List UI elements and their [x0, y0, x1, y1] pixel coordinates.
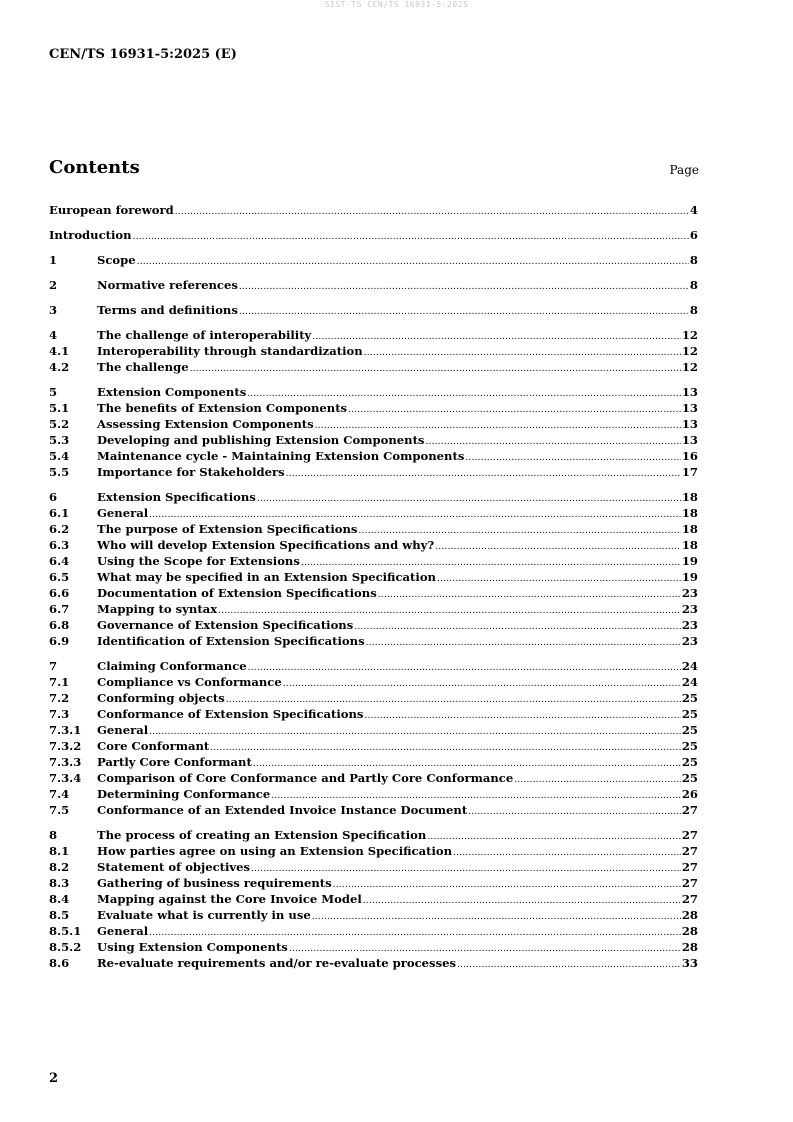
- toc-entry[interactable]: [49, 327, 698, 343]
- toc-entry-title[interactable]: Identification of Extension Specifications: [97, 634, 365, 648]
- toc-entry[interactable]: [49, 843, 698, 859]
- toc-entry[interactable]: [49, 907, 698, 923]
- toc-entry-title[interactable]: Assessing Extension Components: [97, 417, 314, 431]
- toc-entry-title[interactable]: The process of creating an Extension Specification: [97, 828, 427, 842]
- toc-entry-number: 6.8: [49, 618, 70, 632]
- toc-dot-leader: [190, 361, 681, 377]
- toc-entry[interactable]: [49, 633, 698, 649]
- toc-entry-title[interactable]: The challenge of interoperability: [97, 328, 312, 342]
- toc-dot-leader: [468, 804, 681, 820]
- toc-entry[interactable]: [49, 770, 698, 786]
- toc-entry-number: 6.1: [49, 506, 70, 520]
- toc-entry-number: 4: [49, 328, 58, 342]
- toc-entry-page: 24: [681, 675, 698, 689]
- toc-entry-number: 7.3: [49, 707, 70, 721]
- toc-entry-number: 7.3.3: [49, 755, 82, 769]
- toc-entry-title[interactable]: Compliance vs Conformance: [97, 675, 282, 689]
- toc-entry[interactable]: [49, 585, 698, 601]
- toc-entry-title[interactable]: Extension Components: [97, 385, 247, 399]
- toc-entry[interactable]: [49, 875, 698, 891]
- toc-entry-page: 8: [689, 303, 698, 317]
- toc-entry-title[interactable]: Scope: [97, 253, 136, 267]
- toc-entry-number: 7.3.4: [49, 771, 82, 785]
- toc-entry-number: 5.4: [49, 449, 70, 463]
- toc-dot-leader: [465, 450, 681, 466]
- toc-entry-page: 8: [689, 278, 698, 292]
- toc-entry-number: 7.3.2: [49, 739, 82, 753]
- table-of-contents: [49, 202, 698, 971]
- toc-entry-title[interactable]: Using the Scope for Extensions: [97, 554, 300, 568]
- toc-dot-leader: [257, 491, 681, 507]
- toc-entry-number: 7.4: [49, 787, 70, 801]
- toc-entry-page: 28: [681, 924, 698, 938]
- toc-entry[interactable]: [49, 489, 698, 505]
- watermark: SIST-TS CEN/TS 16931-5:2025: [324, 0, 469, 9]
- toc-entry[interactable]: [49, 432, 698, 448]
- toc-dot-leader: [312, 329, 681, 345]
- toc-entry[interactable]: [49, 448, 698, 464]
- toc-dot-leader: [283, 676, 681, 692]
- toc-dot-leader: [457, 957, 681, 973]
- toc-entry[interactable]: [49, 658, 698, 674]
- toc-entry-number: 6.5: [49, 570, 70, 584]
- toc-dot-leader: [364, 345, 681, 361]
- toc-entry-number: 7: [49, 659, 58, 673]
- toc-entry-number: 8.4: [49, 892, 70, 906]
- toc-dot-leader: [239, 304, 689, 320]
- toc-dot-leader: [363, 893, 681, 909]
- toc-entry-title[interactable]: Governance of Extension Specifications: [97, 618, 354, 632]
- page-column-label: Page: [669, 163, 699, 177]
- toc-entry-number: 8.5.2: [49, 940, 82, 954]
- toc-dot-leader: [378, 587, 681, 603]
- toc-entry[interactable]: [49, 722, 698, 738]
- toc-entry-page: 18: [681, 506, 698, 520]
- toc-entry-page: 24: [681, 659, 698, 673]
- toc-entry-title[interactable]: Conformance of an Extended Invoice Instance Document: [97, 803, 468, 817]
- toc-entry[interactable]: [49, 252, 698, 268]
- toc-entry-title[interactable]: European foreword: [49, 203, 174, 217]
- toc-entry[interactable]: [49, 302, 698, 318]
- toc-entry-page: 18: [681, 522, 698, 536]
- toc-entry-number: 8.2: [49, 860, 70, 874]
- toc-entry-title[interactable]: Mapping against the Core Invoice Model: [97, 892, 362, 906]
- toc-entry-number: 8.6: [49, 956, 70, 970]
- toc-entry-page: 12: [681, 360, 698, 374]
- toc-entry-title[interactable]: General: [97, 924, 149, 938]
- toc-entry[interactable]: [49, 343, 698, 359]
- toc-entry-title[interactable]: Conforming objects: [97, 691, 225, 705]
- toc-entry-number: 6.2: [49, 522, 70, 536]
- toc-entry-title[interactable]: How parties agree on using an Extension Specification: [97, 844, 453, 858]
- toc-entry[interactable]: [49, 416, 698, 432]
- toc-entry-number: 1: [49, 253, 58, 267]
- toc-dot-leader: [435, 539, 681, 555]
- toc-entry-page: 33: [681, 956, 698, 970]
- toc-entry-page: 25: [681, 723, 698, 737]
- toc-entry[interactable]: [49, 690, 698, 706]
- toc-entry-title[interactable]: Mapping to syntax: [97, 602, 218, 616]
- toc-entry-page: 27: [681, 828, 698, 842]
- toc-entry-title[interactable]: General: [97, 506, 149, 520]
- toc-entry-number: 6: [49, 490, 58, 504]
- toc-dot-leader: [210, 740, 681, 756]
- toc-entry-number: 8.5.1: [49, 924, 82, 938]
- toc-entry-number: 6.4: [49, 554, 70, 568]
- toc-dot-leader: [354, 619, 681, 635]
- toc-dot-leader: [149, 724, 681, 740]
- toc-entry[interactable]: [49, 202, 698, 218]
- toc-entry-page: 23: [681, 618, 698, 632]
- toc-entry-title[interactable]: The challenge: [97, 360, 189, 374]
- toc-entry-number: 4.1: [49, 344, 70, 358]
- toc-entry-page: 27: [681, 803, 698, 817]
- toc-entry-page: 18: [681, 490, 698, 504]
- toc-entry-number: 5: [49, 385, 58, 399]
- toc-entry[interactable]: [49, 464, 698, 480]
- toc-entry-page: 13: [681, 401, 698, 415]
- toc-entry-title[interactable]: Partly Core Conformant: [97, 755, 252, 769]
- toc-entry-page: 19: [681, 570, 698, 584]
- toc-entry[interactable]: [49, 738, 698, 754]
- toc-dot-leader: [137, 254, 689, 270]
- toc-entry[interactable]: [49, 384, 698, 400]
- toc-dot-leader: [239, 279, 689, 295]
- toc-entry-title[interactable]: What may be specified in an Extension Specification: [97, 570, 436, 584]
- toc-dot-leader: [133, 229, 689, 245]
- toc-entry-title[interactable]: Normative references: [97, 278, 238, 292]
- toc-entry[interactable]: [49, 521, 698, 537]
- toc-entry[interactable]: [49, 939, 698, 955]
- toc-entry[interactable]: [49, 553, 698, 569]
- toc-entry-title[interactable]: Evaluate what is currently in use: [97, 908, 311, 922]
- toc-entry[interactable]: [49, 923, 698, 939]
- toc-entry[interactable]: [49, 227, 698, 243]
- toc-entry-page: 27: [681, 844, 698, 858]
- toc-entry-page: 19: [681, 554, 698, 568]
- toc-entry-page: 25: [681, 691, 698, 705]
- toc-entry-title[interactable]: Maintenance cycle - Maintaining Extension Components: [97, 449, 465, 463]
- toc-entry[interactable]: [49, 400, 698, 416]
- toc-entry-number: 4.2: [49, 360, 70, 374]
- toc-entry-page: 4: [689, 203, 698, 217]
- toc-entry-number: 7.1: [49, 675, 70, 689]
- toc-entry-title[interactable]: The purpose of Extension Specifications: [97, 522, 358, 536]
- toc-entry[interactable]: [49, 601, 698, 617]
- toc-entry-title[interactable]: Introduction: [49, 228, 132, 242]
- toc-dot-leader: [364, 708, 680, 724]
- toc-entry-number: 8.5: [49, 908, 70, 922]
- toc-dot-leader: [437, 571, 681, 587]
- toc-entry[interactable]: [49, 359, 698, 375]
- toc-entry-number: 3: [49, 303, 58, 317]
- toc-entry-title[interactable]: Gathering of business requirements: [97, 876, 332, 890]
- toc-dot-leader: [333, 877, 681, 893]
- toc-entry[interactable]: [49, 859, 698, 875]
- toc-dot-leader: [348, 402, 681, 418]
- toc-entry-number: 6.7: [49, 602, 70, 616]
- toc-dot-leader: [312, 909, 681, 925]
- toc-entry-number: 5.2: [49, 417, 70, 431]
- toc-entry[interactable]: [49, 617, 698, 633]
- toc-entry-page: 25: [681, 707, 698, 721]
- toc-entry-number: 6.3: [49, 538, 70, 552]
- toc-entry-page: 12: [681, 328, 698, 342]
- toc-entry-number: 5.3: [49, 433, 70, 447]
- toc-entry-title[interactable]: General: [97, 723, 149, 737]
- toc-entry-page: 27: [681, 876, 698, 890]
- toc-entry-number: 7.2: [49, 691, 70, 705]
- toc-entry[interactable]: [49, 674, 698, 690]
- toc-entry-title[interactable]: Importance for Stakeholders: [97, 465, 285, 479]
- toc-entry-page: 23: [681, 634, 698, 648]
- document-id: CEN/TS 16931-5:2025 (E): [49, 47, 237, 62]
- toc-entry[interactable]: [49, 706, 698, 722]
- toc-entry-number: 7.5: [49, 803, 70, 817]
- toc-dot-leader: [175, 204, 689, 220]
- toc-entry-title[interactable]: Using Extension Components: [97, 940, 288, 954]
- toc-dot-leader: [427, 829, 681, 845]
- toc-entry-title[interactable]: Extension Specifications: [97, 490, 256, 504]
- toc-entry-page: 28: [681, 940, 698, 954]
- toc-dot-leader: [366, 635, 681, 651]
- toc-entry-page: 13: [681, 433, 698, 447]
- toc-dot-leader: [286, 466, 681, 482]
- toc-entry[interactable]: [49, 537, 698, 553]
- toc-entry-page: 27: [681, 892, 698, 906]
- toc-entry-page: 8: [689, 253, 698, 267]
- toc-entry-title[interactable]: Comparison of Core Conformance and Partly Core Conformance: [97, 771, 514, 785]
- toc-entry-title[interactable]: Claiming Conformance: [97, 659, 247, 673]
- toc-dot-leader: [248, 660, 681, 676]
- toc-entry-number: 6.6: [49, 586, 70, 600]
- toc-entry[interactable]: [49, 277, 698, 293]
- toc-entry[interactable]: [49, 786, 698, 802]
- toc-entry-page: 23: [681, 602, 698, 616]
- toc-entry-title[interactable]: Conformance of Extension Specifications: [97, 707, 364, 721]
- toc-entry[interactable]: [49, 827, 698, 843]
- toc-entry-page: 26: [681, 787, 698, 801]
- toc-entry-page: 16: [681, 449, 698, 463]
- toc-entry-page: 28: [681, 908, 698, 922]
- toc-entry-number: 5.1: [49, 401, 70, 415]
- toc-entry[interactable]: [49, 569, 698, 585]
- toc-entry[interactable]: [49, 891, 698, 907]
- contents-heading: Contents: [49, 157, 140, 178]
- toc-entry-page: 13: [681, 385, 698, 399]
- toc-entry-title[interactable]: Re-evaluate requirements and/or re-evaluate processes: [97, 956, 456, 970]
- toc-entry[interactable]: [49, 955, 698, 971]
- toc-entry-page: 25: [681, 771, 698, 785]
- toc-entry-page: 6: [689, 228, 698, 242]
- toc-entry[interactable]: [49, 505, 698, 521]
- toc-entry-number: 5.5: [49, 465, 70, 479]
- toc-entry-page: 12: [681, 344, 698, 358]
- toc-entry-page: 18: [681, 538, 698, 552]
- toc-dot-leader: [514, 772, 681, 788]
- toc-entry-title[interactable]: Who will develop Extension Specifications and why?: [97, 538, 435, 552]
- toc-entry[interactable]: [49, 754, 698, 770]
- toc-entry-title[interactable]: Interoperability through standardization: [97, 344, 363, 358]
- toc-entry-page: 23: [681, 586, 698, 600]
- toc-entry[interactable]: [49, 802, 698, 818]
- toc-entry-title[interactable]: Statement of objectives: [97, 860, 251, 874]
- toc-entry-page: 13: [681, 417, 698, 431]
- toc-entry-page: 17: [681, 465, 698, 479]
- toc-entry-page: 25: [681, 739, 698, 753]
- toc-entry-number: 6.9: [49, 634, 70, 648]
- toc-entry-page: 25: [681, 755, 698, 769]
- toc-entry-title[interactable]: Terms and definitions: [97, 303, 238, 317]
- toc-entry-number: 8: [49, 828, 58, 842]
- toc-entry-number: 8.3: [49, 876, 70, 890]
- toc-entry-title[interactable]: Determining Conformance: [97, 787, 271, 801]
- toc-entry-title[interactable]: The benefits of Extension Components: [97, 401, 348, 415]
- toc-entry-title[interactable]: Core Conformant: [97, 739, 210, 753]
- toc-entry-number: 8.1: [49, 844, 70, 858]
- page-number: 2: [49, 1071, 59, 1086]
- toc-entry-title[interactable]: Documentation of Extension Specifications: [97, 586, 377, 600]
- toc-dot-leader: [453, 845, 681, 861]
- toc-entry-number: 7.3.1: [49, 723, 82, 737]
- toc-entry-number: 2: [49, 278, 58, 292]
- toc-entry-page: 27: [681, 860, 698, 874]
- toc-entry-title[interactable]: Developing and publishing Extension Components: [97, 433, 425, 447]
